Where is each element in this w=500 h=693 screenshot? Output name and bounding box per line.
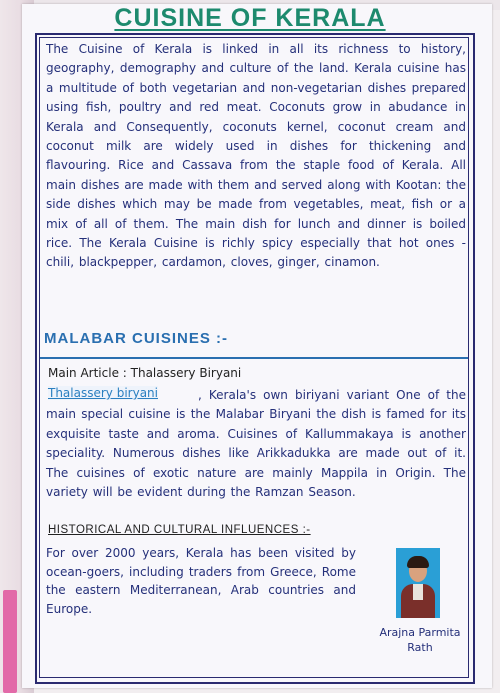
author-name-line2: Rath: [407, 641, 433, 654]
section-divider: [40, 357, 468, 359]
photo-collar-shape: [413, 584, 423, 600]
author-caption: [372, 625, 468, 655]
pink-paper-strip: [3, 590, 17, 693]
malabar-paragraph: , Kerala's own biriyani variant One of the main special cuisine is the Malabar Biryani the dish is famed for its exquisite taste and aroma. Cuisines of Kallummakaya is another speciality. Numerous dishes like Arikkadukka are made out of it. The cuisines of exotic nature are mainly Mappila in Origin. The variety will be evident during the Ramzan Season.: [46, 388, 466, 500]
main-article-line: Main Article : Thalassery Biryani: [48, 366, 242, 380]
page-title: CUISINE OF KERALA: [114, 4, 386, 32]
thalassery-biryani-link[interactable]: Thalassery biryani: [48, 386, 158, 400]
author-photo: [396, 548, 440, 618]
section-title-malabar: MALABAR CUISINES :-: [44, 330, 228, 347]
author-name-line1: Arajna Parmita: [379, 626, 461, 639]
intro-paragraph: The Cuisine of Kerala is linked in all its richness to history, geography, demography and culture of the land. Kerala cuisine has a multitude of both vegetarian and non-vegetarian dishes prepared using fish, poultry and red meat. Coconuts grow in abudance in Kerala and Consequently, coconuts kernel, coconut cream and coconut milk are widely used in dishes for thickening and flavouring. Rice and Cassava from the staple food of Kerala. All main dishes are made with them and served along with Kootan: the side dishes which may be made from vegetables, meat, fish or a mix of all of them. The main dish for lunch and dinner is boiled rice. The Kerala Cuisine is richly spicy especially that hot ones - chili, blackpepper, cardamon, cloves, ginger, cinamon.: [46, 42, 466, 270]
photo-hair-shape: [407, 556, 429, 568]
history-paragraph: For over 2000 years, Kerala has been visited by ocean-goers, including traders from Greece, Rome the eastern Mediterranean, Arab countries and Europe.: [46, 546, 356, 616]
history-section-title: HISTORICAL AND CULTURAL INFLUENCES :-: [48, 524, 311, 536]
